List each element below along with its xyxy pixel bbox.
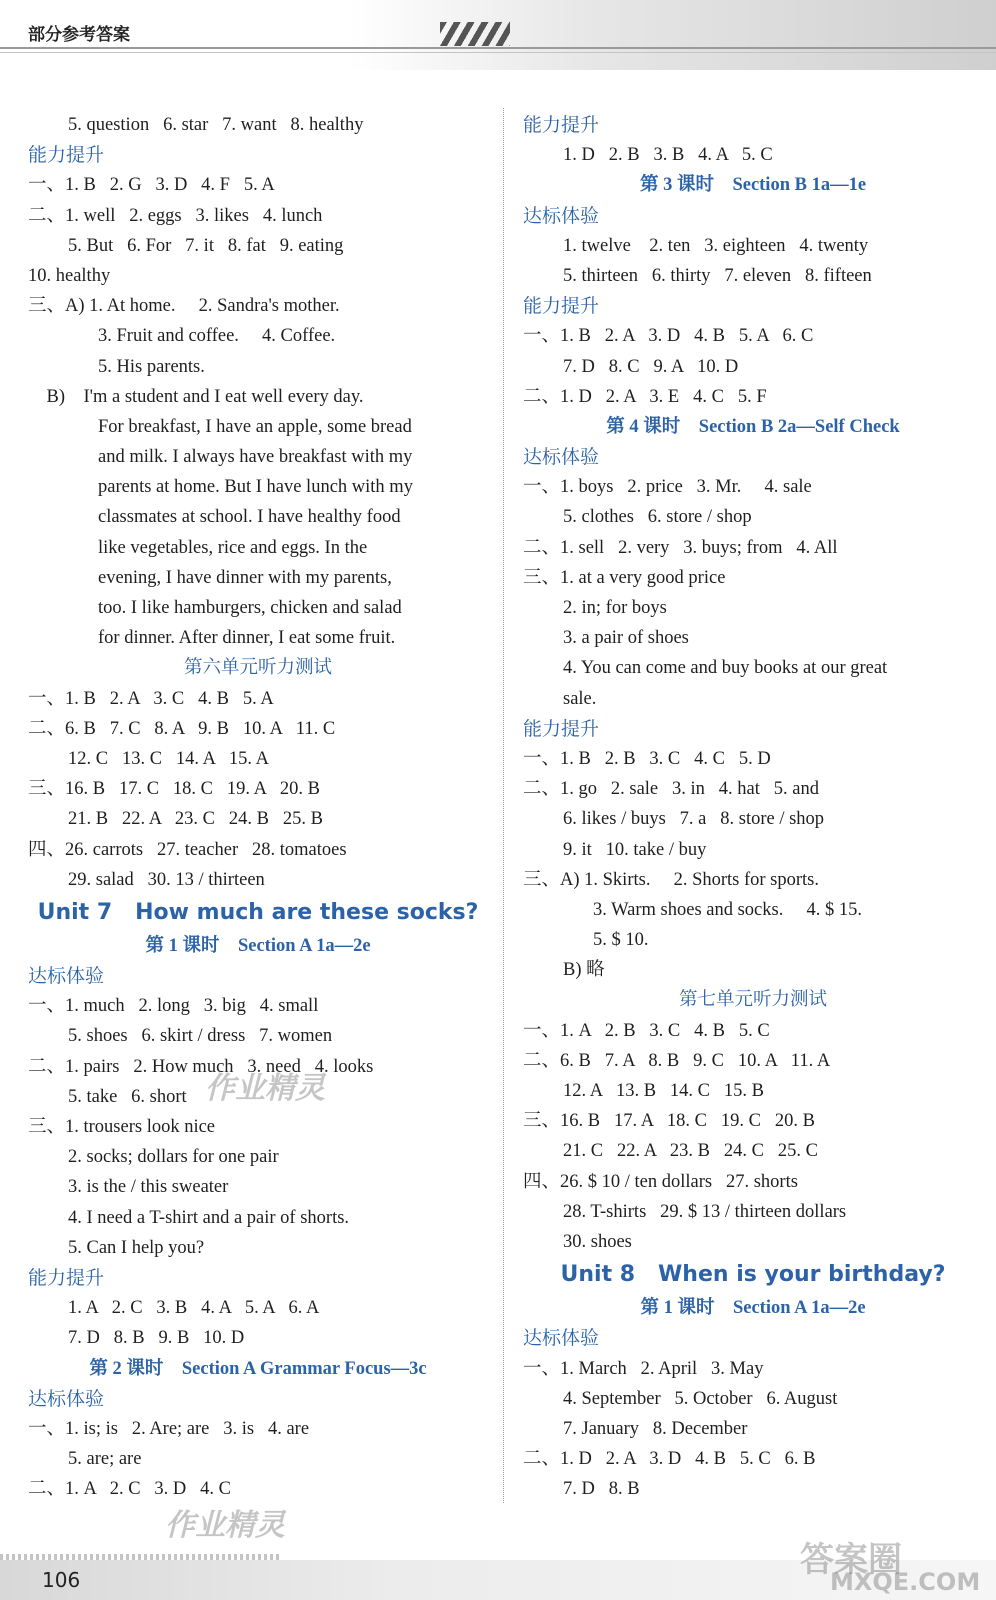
- answer-line: B) 略: [563, 960, 605, 981]
- test-title: 第七单元听力测试: [678, 989, 827, 1011]
- answer-line: 3. a pair of shoes: [563, 628, 689, 649]
- answer-line: 30. shoes: [563, 1231, 632, 1252]
- answer-line: sale.: [563, 688, 597, 709]
- answer-line: 三、16. B 17. A 18. C 19. C 20. B: [523, 1111, 815, 1132]
- left-column: [28, 110, 488, 1504]
- header-title: 部分参考答案: [28, 25, 130, 45]
- watermark-2: 作业精灵: [165, 1508, 285, 1543]
- answer-line: 三、A) 1. Skirts. 2. Shorts for sports.: [523, 869, 820, 890]
- answer-line: 三、A) 1. At home. 2. Sandra's mother.: [28, 296, 340, 317]
- header-rule-thin: [0, 52, 996, 53]
- answer-line: 12. C 13. C 14. A 15. A: [68, 748, 269, 769]
- answer-line: 5. But 6. For 7. it 8. fat 9. eating: [68, 235, 344, 256]
- answer-line: 一、1. boys 2. price 3. Mr. 4. sale: [523, 477, 812, 498]
- page-footer: [0, 1540, 996, 1600]
- answer-line: 29. salad 30. 13 / thirteen: [68, 869, 265, 890]
- section-heading: 能力提升: [523, 295, 600, 318]
- answer-line: 二、1. sell 2. very 3. buys; from 4. All: [523, 537, 838, 558]
- answer-line: 二、1. A 2. C 3. D 4. C: [28, 1479, 232, 1500]
- answer-line: 9. it 10. take / buy: [563, 839, 707, 860]
- answer-line: 10. healthy: [28, 265, 111, 286]
- answer-line: 5. Can I help you?: [68, 1237, 205, 1258]
- unit-title: Unit 7 How much are these socks?: [37, 899, 479, 925]
- answer-line: 一、1. is; is 2. Are; are 3. is 4. are: [28, 1418, 310, 1439]
- answer-line: 二、1. D 2. A 3. D 4. B 5. C 6. B: [523, 1449, 816, 1470]
- answer-line: 3. Fruit and coffee. 4. Coffee.: [98, 326, 336, 347]
- answer-line: and milk. I always have breakfast with my: [98, 447, 413, 468]
- answer-line: 1. D 2. B 3. B 4. A 5. C: [563, 145, 773, 166]
- section-heading: 能力提升: [523, 114, 600, 136]
- answer-line: 5. question 6. star 7. want 8. healthy: [68, 115, 364, 135]
- answer-line: 6. likes / buys 7. a 8. store / shop: [563, 809, 825, 830]
- answer-line: 二、1. D 2. A 3. E 4. C 5. F: [523, 386, 767, 407]
- answer-line: 7. D 8. C 9. A 10. D: [563, 356, 739, 377]
- answer-line: For breakfast, I have an apple, some bread: [98, 416, 412, 437]
- answer-line: classmates at school. I have healthy food: [98, 507, 401, 528]
- lesson-title: 第 3 课时 Section B 1a—1e: [639, 175, 867, 196]
- answer-line: 三、1. at a very good price: [523, 567, 726, 588]
- column-divider: [503, 108, 504, 1503]
- answer-line: 5. thirteen 6. thirty 7. eleven 8. fifteen: [563, 265, 872, 286]
- answer-line: 2. in; for boys: [563, 598, 667, 618]
- section-heading: 能力提升: [523, 717, 600, 740]
- answer-line: 一、1. B 2. A 3. C 4. B 5. A: [28, 688, 274, 709]
- watermark-1: 作业精灵: [205, 1071, 325, 1106]
- answer-line: 4. I need a T-shirt and a pair of shorts.: [68, 1207, 350, 1228]
- answer-line: 21. B 22. A 23. C 24. B 25. B: [68, 809, 323, 830]
- answer-line: 5. clothes 6. store / shop: [563, 507, 752, 528]
- answer-line: 21. C 22. A 23. B 24. C 25. C: [563, 1141, 818, 1162]
- answer-line: 三、1. trousers look nice: [28, 1117, 216, 1137]
- answer-line: 2. socks; dollars for one pair: [68, 1147, 279, 1168]
- answer-line: 一、1. A 2. B 3. C 4. B 5. C: [523, 1020, 770, 1041]
- section-heading: 达标体验: [523, 446, 600, 469]
- answer-line: 5. shoes 6. skirt / dress 7. women: [68, 1026, 333, 1047]
- answer-line: B) I'm a student and I eat well every day.: [28, 386, 364, 407]
- lesson-title: 第 4 课时 Section B 2a—Self Check: [606, 416, 900, 437]
- section-heading: 达标体验: [28, 965, 105, 988]
- answer-line: 一、1. March 2. April 3. May: [523, 1358, 764, 1379]
- answer-line: 二、6. B 7. A 8. B 9. C 10. A 11. A: [523, 1050, 831, 1071]
- answer-line: like vegetables, rice and eggs. In the: [98, 537, 368, 558]
- unit-title: Unit 8 When is your birthday?: [560, 1262, 946, 1288]
- section-heading: 达标体验: [28, 1387, 105, 1410]
- answer-line: 7. D 8. B 9. B 10. D: [68, 1328, 245, 1349]
- answer-line: 二、6. B 7. C 8. A 9. B 10. A 11. C: [28, 718, 336, 739]
- page-number: 106: [42, 1568, 81, 1592]
- test-title: 第六单元听力测试: [183, 657, 332, 679]
- page-header: [0, 0, 996, 70]
- lesson-title: 第 1 课时 Section A 1a—2e: [640, 1298, 866, 1319]
- answer-line: 四、26. $ 10 / ten dollars 27. shorts: [523, 1171, 798, 1192]
- answer-line: 1. A 2. C 3. B 4. A 5. A 6. A: [68, 1298, 320, 1319]
- answer-line: 三、16. B 17. C 18. C 19. A 20. B: [28, 779, 320, 800]
- answer-line: 3. Warm shoes and socks. 4. $ 15.: [593, 899, 862, 920]
- answer-line: for dinner. After dinner, I eat some fruit.: [98, 628, 396, 649]
- answer-line: 一、1. B 2. G 3. D 4. F 5. A: [28, 175, 275, 196]
- answer-line: parents at home. But I have lunch with my: [98, 477, 413, 498]
- answer-line: 4. September 5. October 6. August: [563, 1388, 838, 1409]
- answer-line: 1. twelve 2. ten 3. eighteen 4. twenty: [563, 235, 869, 256]
- section-heading: 能力提升: [28, 1266, 105, 1289]
- answer-line: 5. His parents.: [98, 356, 205, 377]
- answer-line: 一、1. B 2. A 3. D 4. B 5. A 6. C: [523, 326, 814, 347]
- answer-line: 7. D 8. B: [563, 1479, 640, 1500]
- watermark-3: 答案圈: [800, 1540, 902, 1580]
- answer-line: 一、1. much 2. long 3. big 4. small: [28, 996, 319, 1017]
- lesson-title: 第 1 课时 Section A 1a—2e: [145, 935, 371, 956]
- answer-line: 4. You can come and buy books at our great: [563, 658, 888, 679]
- answer-line: 二、1. well 2. eggs 3. likes 4. lunch: [28, 205, 323, 226]
- section-heading: 达标体验: [523, 204, 600, 227]
- watermark-4: MXQE.COM: [830, 1568, 981, 1596]
- answer-line: 5. are; are: [68, 1449, 142, 1470]
- answer-line: 12. A 13. B 14. C 15. B: [563, 1081, 764, 1101]
- section-heading: 能力提升: [28, 144, 105, 167]
- answer-line: 3. is the / this sweater: [68, 1177, 229, 1198]
- lesson-title: 第 2 课时 Section A Grammar Focus—3c: [89, 1358, 427, 1379]
- section-heading: 达标体验: [523, 1327, 600, 1350]
- answer-line: evening, I have dinner with my parents,: [98, 567, 392, 588]
- answer-line: 一、1. B 2. B 3. C 4. C 5. D: [523, 748, 771, 769]
- header-stripes-decoration: [440, 22, 510, 46]
- header-rule: [0, 47, 996, 49]
- answer-line: 5. $ 10.: [593, 930, 649, 951]
- answer-line: 二、1. pairs 2. How much 3. need 4. looks: [28, 1056, 374, 1077]
- answer-line: 28. T-shirts 29. $ 13 / thirteen dollars: [563, 1201, 847, 1222]
- answer-line: 四、26. carrots 27. teacher 28. tomatoes: [28, 839, 347, 860]
- answer-line: 5. take 6. short: [68, 1086, 187, 1107]
- answer-line: 7. January 8. December: [563, 1418, 748, 1439]
- footer-bar: [0, 1560, 996, 1600]
- answer-line: 二、1. go 2. sale 3. in 4. hat 5. and: [523, 779, 819, 800]
- answer-line: too. I like hamburgers, chicken and salad: [98, 598, 402, 618]
- right-column: [523, 110, 983, 1504]
